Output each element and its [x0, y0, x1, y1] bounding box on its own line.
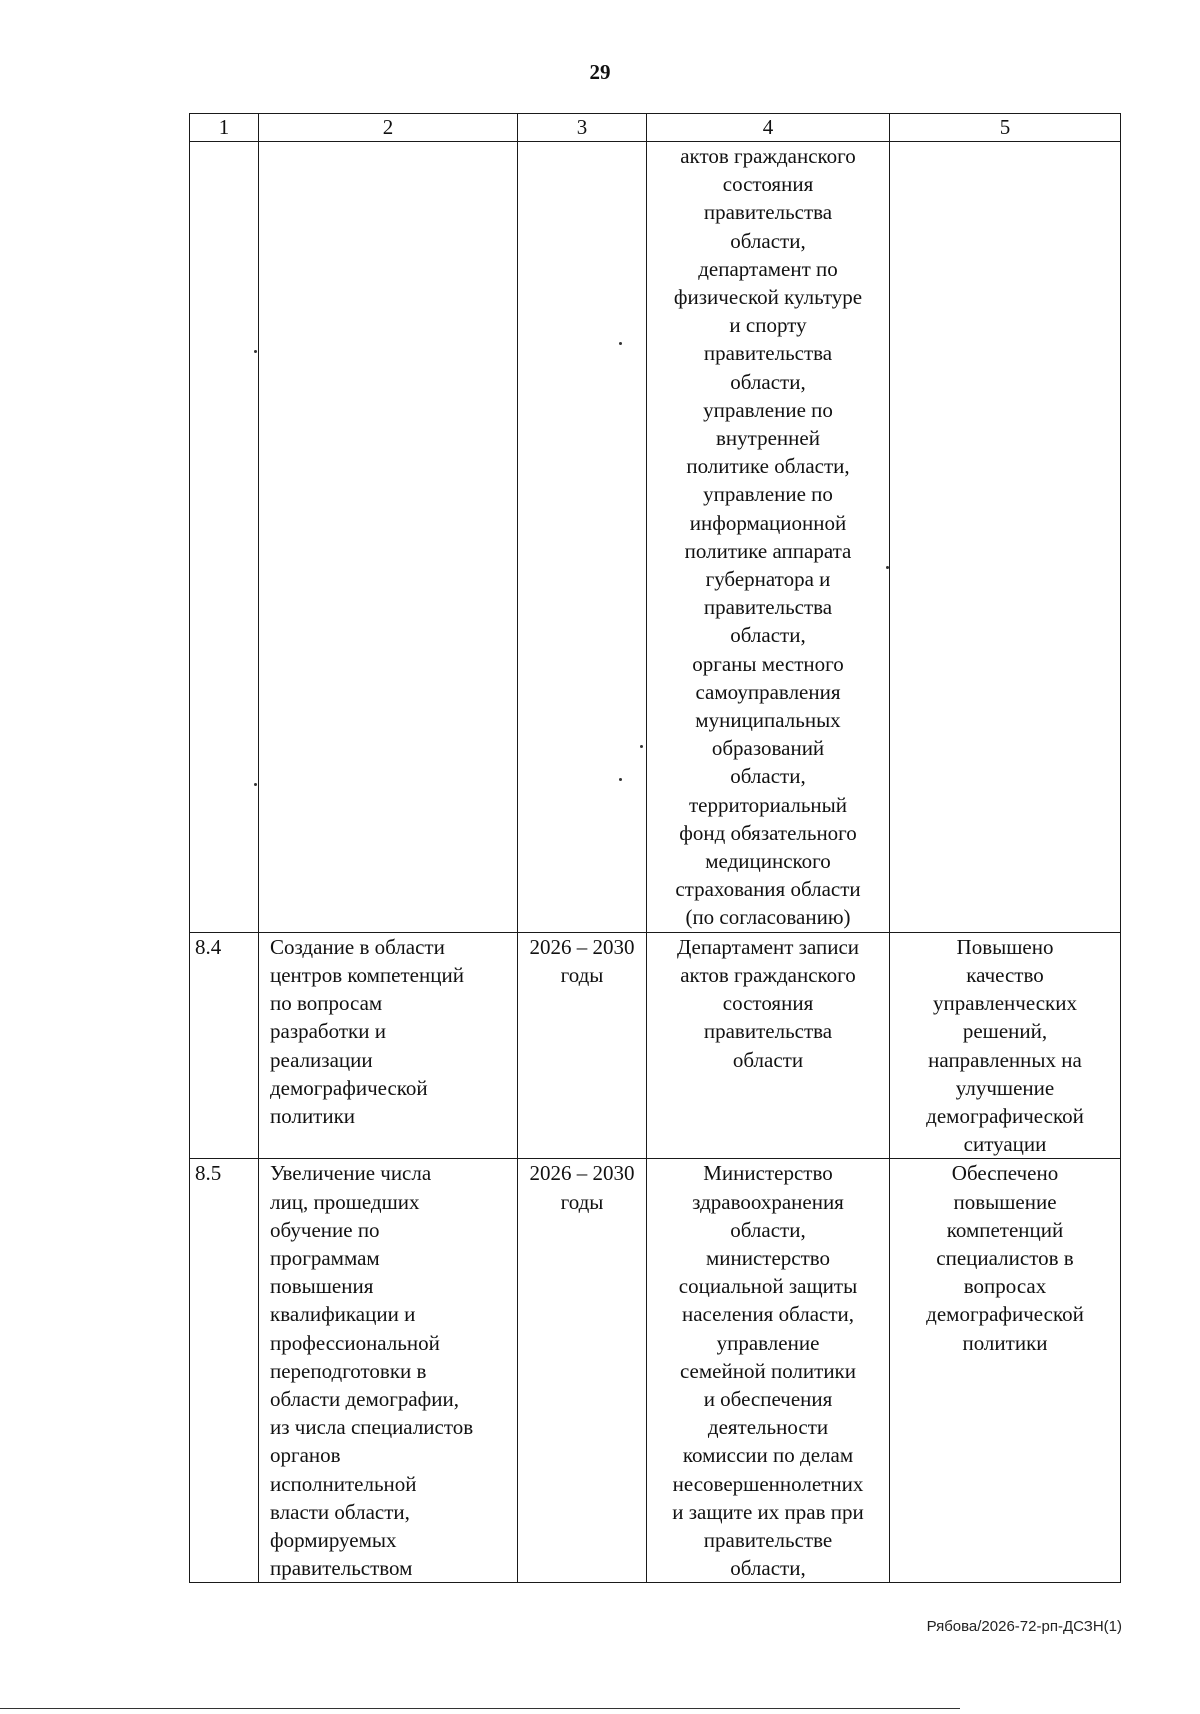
header-col-5: 5: [890, 114, 1121, 142]
cell-text-line: состояния: [722, 172, 814, 197]
cell-text-line: правительства: [703, 595, 833, 620]
cell-text-line: Министерство: [703, 1161, 833, 1186]
result-cell: [890, 932, 1121, 1159]
cont-activity-cell: [259, 142, 518, 933]
header-col-3: 3: [518, 114, 647, 142]
cell-text-line: области,: [730, 1556, 806, 1581]
cell-text-line: Повышено: [956, 934, 1054, 959]
cell-text-line: повышение: [953, 1189, 1057, 1214]
cell-text-line: населения области,: [681, 1302, 855, 1327]
cell-text-line: профессиональной: [270, 1330, 440, 1355]
cell-text-line: органов: [270, 1443, 341, 1468]
cell-text-line: управление по: [703, 482, 833, 507]
header-col-4: 4: [647, 114, 890, 142]
cell-text-line: социальной защиты: [678, 1274, 858, 1299]
cell-text-line: улучшение: [955, 1075, 1055, 1100]
cell-text-line: управление: [716, 1330, 820, 1355]
cell-text-line: ситуации: [963, 1132, 1047, 1157]
cell-text-line: демографической: [926, 1302, 1084, 1327]
cont-period-cell: [518, 142, 647, 933]
header-col-1: 1: [190, 114, 259, 142]
cell-text-line: переподготовки в: [270, 1358, 427, 1383]
cell-text-line: страхования области: [675, 877, 861, 902]
continuation-row: [190, 142, 1121, 933]
header-row: [190, 114, 1121, 142]
scan-speck: [619, 778, 622, 781]
scan-speck: [886, 566, 889, 569]
cell-text-line: решений,: [962, 1019, 1048, 1044]
result-cell: [890, 1159, 1121, 1583]
activity-cell: [259, 932, 518, 1159]
cont-executor-cell: [647, 142, 890, 933]
cell-text-line: годы: [560, 962, 604, 987]
cell-text-line: программам: [270, 1245, 380, 1270]
cell-text-line: 2026 – 2030: [529, 934, 635, 959]
measures-table: [189, 113, 1121, 1583]
cell-text-line: по вопросам: [270, 991, 383, 1016]
cell-text-line: несовершеннолетних: [672, 1471, 864, 1496]
cell-text-line: семейной политики: [679, 1358, 856, 1383]
cell-text-line: медицинского: [705, 849, 831, 874]
cell-text-line: из числа специалистов: [270, 1415, 474, 1440]
cell-text-line: правительства: [703, 341, 833, 366]
cell-text-line: территориальный: [688, 792, 848, 817]
cell-text-line: Увеличение числа: [270, 1161, 432, 1186]
cell-text-line: Департамент записи: [676, 934, 860, 959]
cell-text-line: обучение по: [270, 1217, 380, 1242]
cell-text-line: формируемых: [270, 1527, 397, 1552]
cell-text-line: правительства: [703, 200, 833, 225]
cont-num-cell: [190, 142, 259, 933]
cell-text-line: Обеспечено: [951, 1161, 1059, 1186]
cell-text-line: области: [732, 1047, 804, 1072]
cell-text-line: 2026 – 2030: [529, 1161, 635, 1186]
cell-text-line: здравоохранения: [692, 1189, 844, 1214]
cell-text-line: области,: [730, 623, 806, 648]
cell-text-line: политики: [962, 1330, 1048, 1355]
scan-speck: [254, 783, 257, 786]
cell-text-line: органы местного: [692, 651, 844, 676]
row-number: 8.5: [190, 1159, 259, 1583]
cell-text-line: направленных на: [928, 1047, 1082, 1072]
cell-text-line: политике аппарата: [684, 538, 852, 563]
cell-text-line: области демографии,: [270, 1386, 460, 1411]
cell-text-line: области,: [730, 369, 806, 394]
cell-text-line: правительстве: [703, 1527, 833, 1552]
document-code: Рябова/2026-72-рп-ДСЗН(1): [926, 1618, 1122, 1635]
cell-text-line: области,: [730, 764, 806, 789]
cell-text-line: демографической: [270, 1075, 428, 1100]
cell-text-line: департамент по: [698, 256, 838, 281]
row-number: 8.4: [190, 932, 259, 1159]
cell-text-line: управленческих: [933, 991, 1077, 1016]
cell-text-line: разработки и: [270, 1019, 386, 1044]
cell-text-line: центров компетенций: [270, 962, 464, 987]
cell-text-line: области,: [730, 1217, 806, 1242]
cell-text-line: актов гражданского: [680, 144, 856, 168]
cell-text-line: специалистов в: [936, 1245, 1074, 1270]
cell-text-line: квалификации и: [270, 1302, 416, 1327]
cell-text-line: компетенций: [946, 1217, 1064, 1242]
cell-text-line: правительства: [703, 1019, 833, 1044]
table-row: [190, 932, 1121, 1159]
period-cell: [518, 932, 647, 1159]
cell-text-line: управление по: [703, 397, 833, 422]
cell-text-line: Создание в области: [270, 934, 445, 959]
cell-text-line: и обеспечения: [703, 1386, 833, 1411]
cell-text-line: актов гражданского: [680, 962, 856, 987]
period-cell: [518, 1159, 647, 1583]
cell-text-line: внутренней: [716, 426, 820, 451]
cell-text-line: демографической: [926, 1103, 1084, 1128]
header-col-2: 2: [259, 114, 518, 142]
bottom-rule: [0, 1708, 960, 1709]
cell-text-line: деятельности: [707, 1415, 829, 1440]
activity-cell: [259, 1159, 518, 1583]
cell-text-line: годы: [560, 1189, 604, 1214]
cell-text-line: информационной: [689, 510, 847, 535]
cell-text-line: состояния: [722, 991, 814, 1016]
table-row: [190, 1159, 1121, 1583]
page-number: 29: [589, 60, 611, 84]
cell-text-line: вопросах: [963, 1274, 1047, 1299]
executor-cell: [647, 932, 890, 1159]
executor-cell: [647, 1159, 890, 1583]
cell-text-line: повышения: [270, 1274, 374, 1299]
cell-text-line: и защите их прав при: [672, 1499, 864, 1524]
cell-text-line: политики: [270, 1103, 356, 1128]
cell-text-line: качество: [966, 962, 1044, 987]
cell-text-line: правительством: [270, 1556, 413, 1581]
cell-text-line: политике области,: [686, 454, 850, 479]
cell-text-line: образований: [711, 736, 825, 761]
cell-text-line: (по согласованию): [685, 905, 851, 930]
cell-text-line: министерство: [705, 1245, 831, 1270]
cell-text-line: власти области,: [270, 1499, 410, 1524]
cell-text-line: исполнительной: [270, 1471, 417, 1496]
scan-speck: [619, 342, 622, 345]
cell-text-line: комиссии по делам: [682, 1443, 854, 1468]
cell-text-line: фонд обязательного: [679, 820, 857, 845]
cell-text-line: и спорту: [729, 313, 807, 338]
cell-text-line: самоуправления: [695, 679, 841, 704]
cell-text-line: губернатора и: [705, 567, 831, 592]
cell-text-line: области,: [730, 228, 806, 253]
cell-text-line: муниципальных: [695, 708, 841, 733]
cont-result-cell: [890, 142, 1121, 933]
scan-speck: [254, 350, 257, 353]
scan-speck: [640, 745, 643, 748]
cell-text-line: реализации: [270, 1047, 373, 1072]
cell-text-line: лиц, прошедших: [270, 1189, 420, 1214]
cell-text-line: физической культуре: [673, 285, 863, 310]
